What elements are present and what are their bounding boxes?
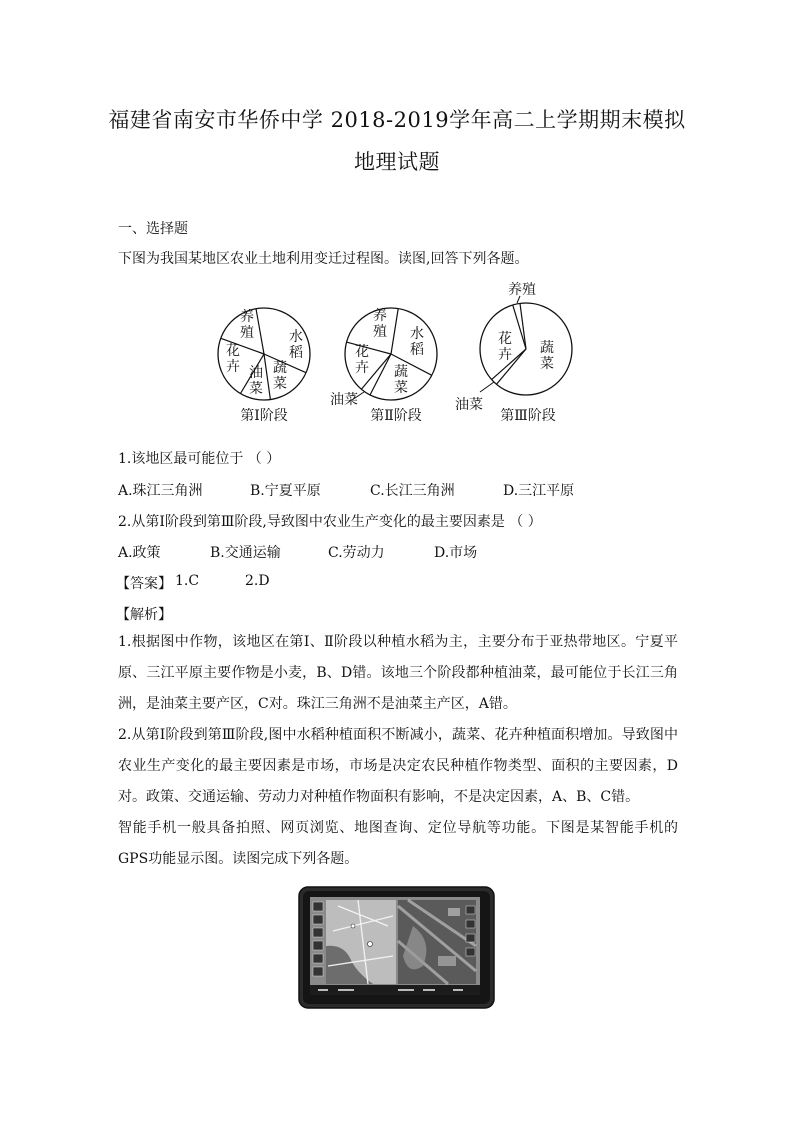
pie-caption: 第Ⅱ阶段: [370, 408, 422, 424]
pie-label: 水: [289, 329, 303, 345]
pie-slice-divider: [256, 309, 264, 354]
pie-label: 蔬: [273, 360, 287, 376]
q2-option-d: D.市场: [434, 545, 478, 561]
pie-label: 水: [410, 326, 424, 342]
document-title-line1: 福建省南安市华侨中学 2018-2019学年高二上学期期末模拟: [108, 108, 686, 132]
q1-option-b: B.宁夏平原: [250, 483, 321, 499]
pie-label: 花: [226, 343, 240, 359]
pie-label: 稻: [289, 345, 303, 361]
pie-label: 菜: [540, 356, 554, 372]
pie-label-outside: 养殖: [508, 282, 536, 298]
pie-label: 稻: [410, 342, 424, 358]
analysis-label: 【解析】: [116, 607, 172, 623]
q2-option-a: A.政策: [118, 545, 161, 561]
gps-phone-image: [298, 886, 495, 1009]
q2-option-b: B.交通运输: [210, 545, 281, 561]
question-2-stem: 2.从第Ⅰ阶段到第Ⅲ阶段,导致图中农业生产变化的最主要因素是 （ ）: [118, 514, 542, 530]
label-leader-line: [480, 382, 494, 392]
pie-slice-divider: [391, 309, 398, 354]
pie-caption: 第Ⅲ阶段: [500, 408, 556, 424]
pie-label: 油: [249, 365, 263, 381]
pie-label-outside: 油菜: [330, 392, 358, 408]
pie-slice-divider: [264, 354, 270, 400]
analysis-paragraph-1: 1.根据图中作物，该地区在第Ⅰ、Ⅱ阶段以种植水稻为主，主要分布于亚热带地区。宁夏平原、三江平原主要作物是小麦，B、D错。该地三个阶段都种植油菜，最可能位于长江三角洲，是油菜主要产区，C对。珠江三角洲不是油菜主产区，A错。: [118, 634, 678, 712]
pie-label: 菜: [394, 380, 408, 396]
pie-chart-stage-1: [218, 308, 310, 424]
pie-label: 殖: [373, 324, 387, 340]
pie-label: 菜: [249, 381, 263, 397]
pie-label: 卉: [498, 347, 512, 363]
land-use-pie-figure: [0, 276, 794, 436]
pie-label: 养: [373, 308, 387, 324]
pie-label: 卉: [355, 360, 369, 376]
answer-2: 2.D: [245, 573, 270, 589]
pie-caption: 第Ⅰ阶段: [240, 408, 288, 424]
q1-option-a: A.珠江三角洲: [118, 483, 203, 499]
analysis-paragraph-2: 2.从第Ⅰ阶段到第Ⅲ阶段,图中水稻种植面积不断减小，蔬菜、花卉种植面积增加。导致图中农业生产变化的最主要因素是市场，市场是决定农民种植作物类型、面积的主要因素，D对。政策、交通运输、劳动力对种植作物面积有影响，不是决定因素，A、B、C错。: [118, 727, 678, 805]
pie-slice-divider: [513, 305, 526, 349]
pie-label: 殖: [240, 325, 254, 341]
q1-option-d: D.三江平原: [503, 483, 575, 499]
document-title-line2: 地理试题: [354, 150, 440, 174]
question-1-stem: 1.该地区最可能位于 （ ）: [118, 451, 281, 467]
pie-chart-stage-2: [330, 308, 437, 424]
pie-label: 养: [240, 309, 254, 325]
pie-label: 花: [498, 331, 512, 347]
q1-option-c: C.长江三角洲: [370, 483, 455, 499]
pie-label: 花: [355, 344, 369, 360]
pie-label: 蔬: [540, 340, 554, 356]
q2-option-c: C.劳动力: [328, 545, 385, 561]
pie-chart-stage-3: [455, 281, 572, 424]
pie-label: 蔬: [394, 364, 408, 380]
pie-slice-divider: [520, 303, 526, 349]
pie-label-outside: 油菜: [455, 397, 483, 413]
question-intro-1: 下图为我国某地区农业土地利用变迁过程图。读图,回答下列各题。: [118, 251, 529, 267]
pie-label: 卉: [226, 359, 240, 375]
pie-label: 菜: [273, 376, 287, 392]
question-intro-2: 智能手机一般具备拍照、网页浏览、地图查询、定位导航等功能。下图是某智能手机的GPS功能显示图。读图完成下列各题。: [118, 820, 678, 867]
answer-label: 【答案】: [116, 576, 172, 592]
section-heading: 一、选择题: [118, 221, 188, 237]
answer-1: 1.C: [175, 573, 200, 589]
